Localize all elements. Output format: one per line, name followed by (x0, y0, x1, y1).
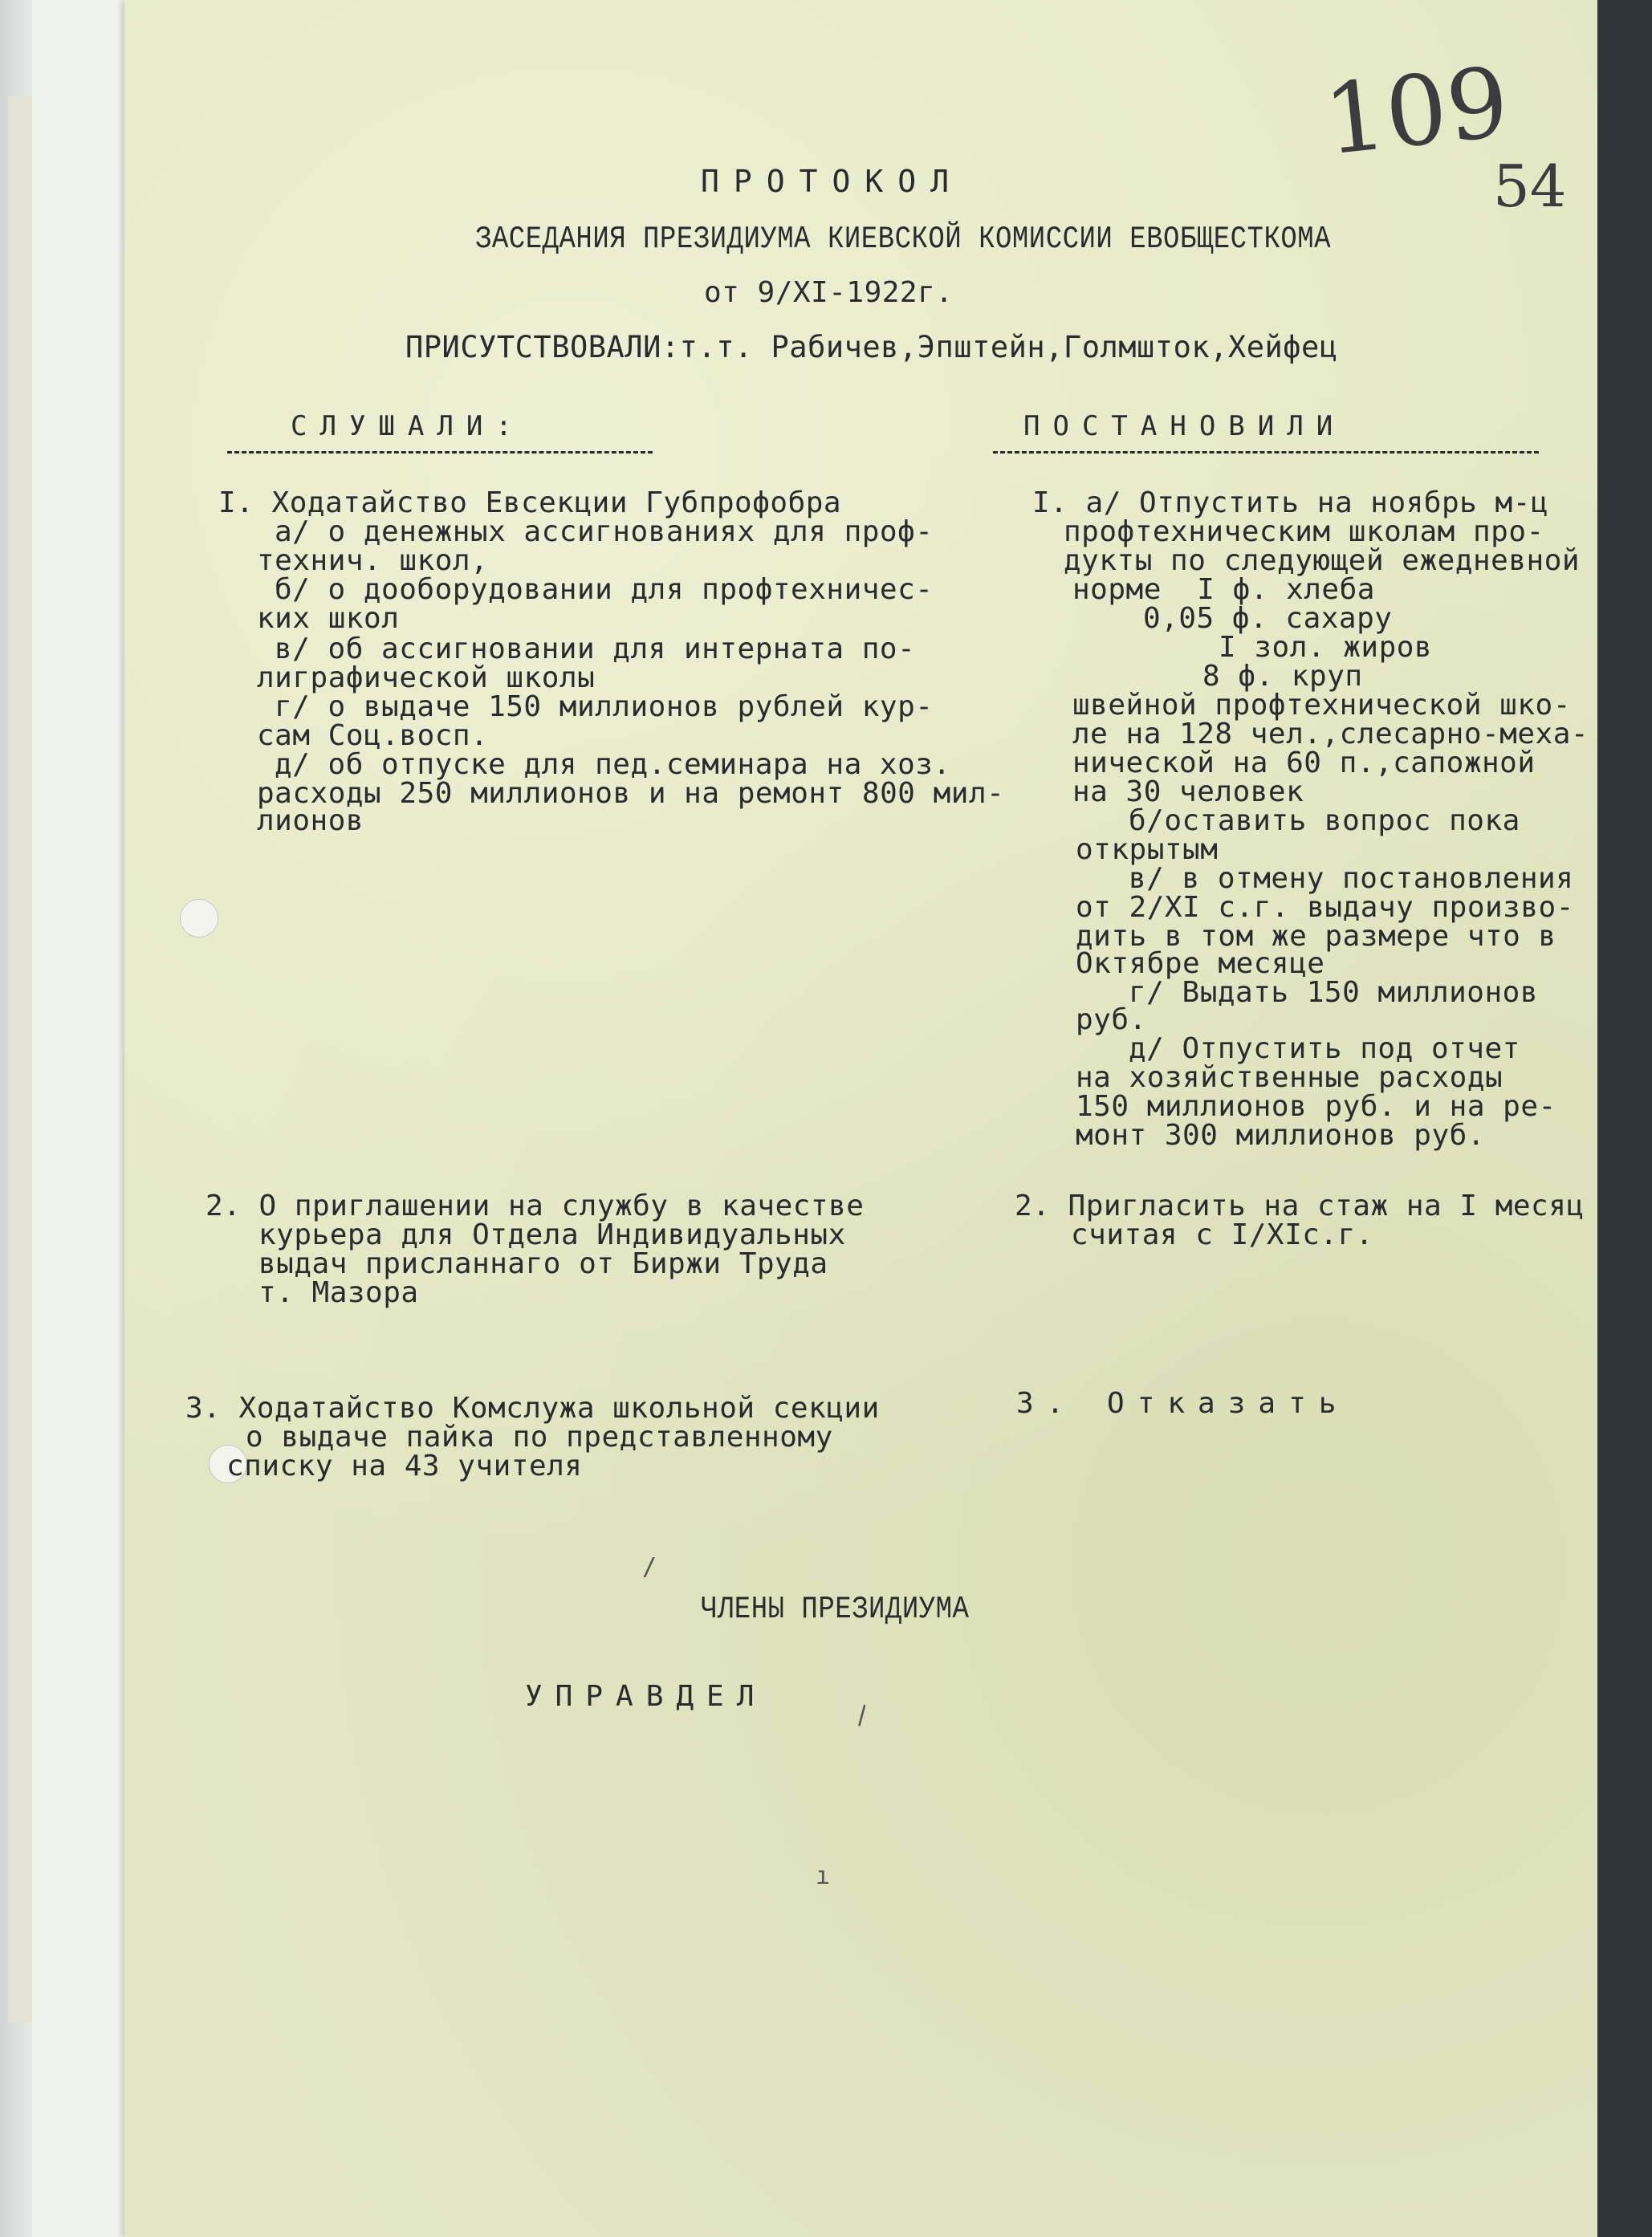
text-line: профтехническим школам про- (1064, 515, 1544, 548)
text-line: 3. Отказать (1016, 1387, 1349, 1420)
heading-rule-right (993, 451, 1539, 454)
text-line: считая с I/XIс.г. (1071, 1218, 1373, 1251)
text-line: расходы 250 миллионов и на ремонт 800 мил- (257, 777, 1005, 810)
heading-rule-left (227, 451, 653, 454)
text-line: в/ в отмену постановления (1129, 862, 1574, 895)
text-line: списку на 43 учителя (226, 1450, 583, 1483)
text-line: от 2/XI с.г. выдачу произво- (1076, 891, 1574, 924)
text-line: нической на 60 п.,сапожной (1072, 746, 1536, 779)
text-line: швейной профтехнической шко- (1072, 689, 1571, 722)
text-line: д/ об отпуске для пед.семинара на хоз. (275, 748, 951, 781)
text-line: монт 300 миллионов руб. (1076, 1119, 1485, 1152)
text-line: 3. Ходатайство Комслужа школьной секции (185, 1392, 880, 1425)
text-line: б/ о дооборудовании для профтехничес- (275, 573, 934, 606)
text-line: дукты по следующей ежедневной (1064, 544, 1581, 577)
text-line: открытым (1076, 833, 1219, 866)
members-signature-heading: ЧЛЕНЫ ПРЕЗИДИУМА (701, 1592, 970, 1628)
text-line: г/ Выдать 150 миллионов (1129, 976, 1538, 1009)
text-line: выдач присланнаго от Биржи Труда (258, 1247, 828, 1280)
stray-mark: ı (816, 1862, 831, 1890)
stray-mark: \ (847, 1700, 877, 1731)
text-line: г/ о выдаче 150 миллионов рублей кур- (275, 690, 934, 723)
text-line: I зол. жиров (1219, 631, 1433, 664)
text-line: на 30 человек (1072, 775, 1304, 808)
text-line: сам Соц.восп. (257, 719, 489, 752)
document-subtitle: ЗАСЕДАНИЯ ПРЕЗИДИУМА КИЕВСКОЙ КОМИССИИ ЕВОБЩЕСТКОМА (475, 222, 1332, 258)
text-line: б/оставить вопрос пока (1129, 804, 1520, 837)
text-line: Октябре месяце (1076, 947, 1325, 980)
stray-mark: / (642, 1553, 657, 1581)
text-line: 8 ф. круп (1202, 660, 1363, 693)
handwritten-folio-number: 109 (1319, 47, 1514, 177)
column-heading-resolved: ПОСТАНОВИЛИ (1023, 410, 1346, 442)
text-line: I. Ходатайство Евсекции Губпрофобра (218, 486, 842, 519)
punch-hole (180, 899, 218, 938)
column-heading-heard: СЛУШАЛИ: (291, 410, 525, 442)
background-strip (1597, 0, 1652, 2237)
text-line: руб. (1076, 1003, 1147, 1036)
attendees-line: ПРИСУТСТВОВАЛИ:т.т. Рабичев,Эпштейн,Голмшток,Хейфец (405, 330, 1338, 364)
text-line: о выдаче пайка по представленному (246, 1421, 833, 1454)
text-line: на хозяйственные расходы (1076, 1061, 1503, 1094)
text-line: дить в том же размере что в (1076, 920, 1556, 953)
text-line: лионов (257, 804, 364, 837)
text-line: в/ об ассигновании для интерната по- (275, 632, 916, 665)
paper-edge-front (32, 0, 138, 2237)
manager-signature-heading: УПРАВДЕЛ (525, 1680, 767, 1713)
text-line: технич. школ, (257, 544, 489, 577)
text-line: 2. Пригласить на стаж на I месяц (1015, 1190, 1585, 1222)
document-title: ПРОТОКОЛ (701, 164, 964, 199)
text-line: д/ Отпустить под отчет (1129, 1032, 1520, 1065)
text-line: норме I ф. хлеба (1072, 573, 1375, 606)
text-line: а/ о денежных ассигнованиях для проф- (275, 515, 934, 548)
handwritten-page-number: 54 (1493, 153, 1567, 220)
meeting-date: от 9/XI-1922г. (704, 276, 954, 309)
text-line: курьера для Отдела Индивидуальных (258, 1218, 846, 1251)
text-line: 0,05 ф. сахару (1143, 602, 1393, 635)
text-line: ких школ (257, 602, 400, 635)
text-line: ле на 128 чел.,слесарно-меха- (1072, 718, 1589, 750)
text-line: т. Мазора (258, 1276, 419, 1309)
text-line: 150 миллионов руб. и на ре- (1076, 1090, 1556, 1123)
text-line: I. а/ Отпустить на ноябрь м-ц (1032, 486, 1549, 519)
text-line: 2. О приглашении на службу в качестве (205, 1190, 865, 1222)
text-line: лиграфической школы (257, 661, 596, 694)
